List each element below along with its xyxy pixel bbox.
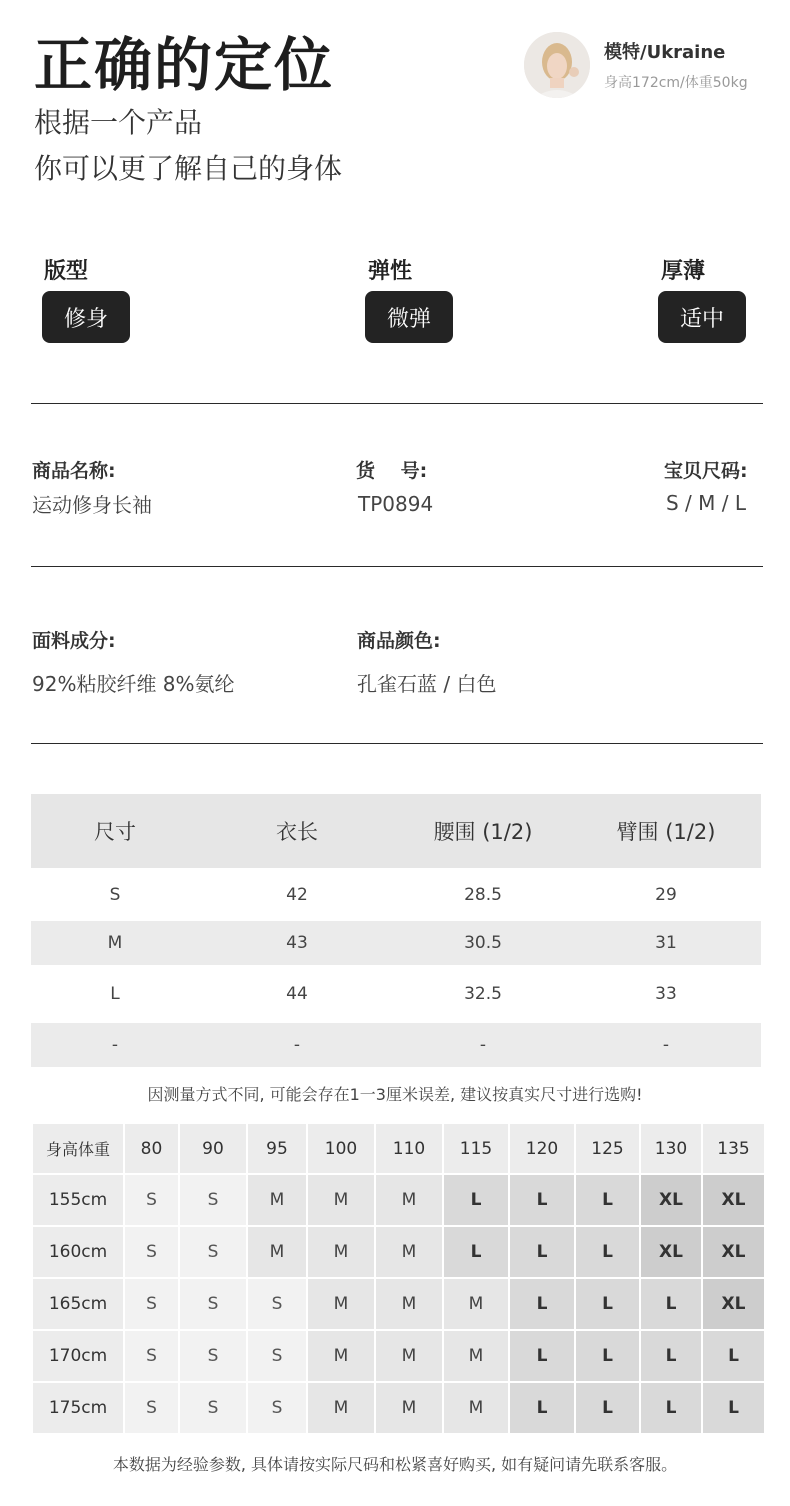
size-recommendation-cell: L [576, 1175, 639, 1225]
table-cell: 44 [199, 965, 395, 1023]
header-waist: 腰围 (1/2) [395, 794, 571, 868]
table-row [31, 1023, 761, 1067]
size-recommendation-cell: S [248, 1331, 306, 1381]
size-recommendation-cell: M [376, 1279, 442, 1329]
size-recommendation-cell: M [444, 1383, 508, 1433]
table-row [33, 1175, 764, 1225]
size-recommendation-cell: S [180, 1331, 246, 1381]
size-recommendation-cell: M [308, 1227, 374, 1277]
size-recommendation-cell: XL [703, 1227, 764, 1277]
model-portrait-icon [524, 32, 590, 98]
size-recommendation-cell: S [125, 1175, 178, 1225]
height-label: 160cm [33, 1227, 123, 1277]
footer-note: 本数据为经验参数, 具体请按实际尺码和松紧喜好购买, 如有疑问请先联系客服。 [112, 1455, 678, 1474]
table-cell: L [31, 965, 199, 1023]
sku-label: 货 号: [356, 460, 428, 482]
size-recommendation-cell: L [510, 1175, 574, 1225]
size-recommendation-cell: M [308, 1175, 374, 1225]
subtitle-line-1: 根据一个产品 [34, 106, 203, 139]
size-recommendation-cell: XL [703, 1279, 764, 1329]
fit-corner-label: 身高体重 [33, 1124, 123, 1173]
size-recommendation-cell: L [576, 1383, 639, 1433]
attr-stretch-badge: 微弹 [365, 291, 453, 343]
model-stats: 身高172cm/体重50kg [604, 75, 748, 91]
subtitle-line-2: 你可以更了解自己的身体 [34, 152, 343, 185]
table-cell: 28.5 [395, 868, 571, 921]
table-row [33, 1331, 764, 1381]
size-recommendation-cell: L [641, 1383, 701, 1433]
table-cell: M [31, 921, 199, 965]
table-cell: 43 [199, 921, 395, 965]
divider [31, 743, 763, 744]
size-recommendation-cell: S [180, 1383, 246, 1433]
size-recommendation-cell: M [376, 1383, 442, 1433]
size-recommendation-cell: S [125, 1227, 178, 1277]
size-recommendation-cell: L [510, 1279, 574, 1329]
fit-table [31, 1122, 766, 1435]
table-row [33, 1383, 764, 1433]
size-recommendation-cell: L [641, 1279, 701, 1329]
table-cell: 42 [199, 868, 395, 921]
fabric-value: 92%粘胶纤维 8%氨纶 [32, 672, 235, 696]
size-recommendation-cell: M [248, 1227, 306, 1277]
weight-header: 80 [125, 1124, 178, 1173]
weight-header: 135 [703, 1124, 764, 1173]
size-recommendation-cell: M [376, 1331, 442, 1381]
size-recommendation-cell: M [308, 1383, 374, 1433]
size-table [31, 794, 761, 1067]
size-recommendation-cell: S [125, 1331, 178, 1381]
size-recommendation-cell: M [376, 1227, 442, 1277]
weight-header: 95 [248, 1124, 306, 1173]
size-range-value: S / M / L [666, 491, 746, 515]
page-title: 正确的定位 [34, 31, 335, 99]
height-label: 155cm [33, 1175, 123, 1225]
size-recommendation-cell: S [180, 1175, 246, 1225]
product-name-label: 商品名称: [32, 460, 116, 482]
header-length: 衣长 [199, 794, 395, 868]
model-avatar [524, 32, 590, 98]
size-recommendation-cell: S [125, 1383, 178, 1433]
size-recommendation-cell: M [308, 1279, 374, 1329]
size-recommendation-cell: S [125, 1279, 178, 1329]
table-row [31, 965, 761, 1023]
size-recommendation-cell: M [376, 1175, 442, 1225]
weight-header: 120 [510, 1124, 574, 1173]
divider [31, 566, 763, 567]
size-recommendation-cell: M [308, 1331, 374, 1381]
size-recommendation-cell: L [641, 1331, 701, 1381]
size-recommendation-cell: S [248, 1383, 306, 1433]
size-recommendation-cell: XL [641, 1175, 701, 1225]
table-cell: 33 [571, 965, 761, 1023]
size-range-label: 宝贝尺码: [664, 460, 748, 482]
size-recommendation-cell: L [510, 1227, 574, 1277]
size-table-header [31, 794, 761, 868]
product-name-value: 运动修身长袖 [32, 493, 152, 517]
height-label: 170cm [33, 1331, 123, 1381]
table-row [31, 868, 761, 921]
attr-fit-label: 版型 [44, 259, 89, 284]
table-cell: 30.5 [395, 921, 571, 965]
size-recommendation-cell: L [576, 1331, 639, 1381]
table-row [31, 921, 761, 965]
fabric-label: 面料成分: [32, 630, 116, 652]
height-label: 165cm [33, 1279, 123, 1329]
size-recommendation-cell: L [703, 1383, 764, 1433]
model-name: 模特/Ukraine [604, 42, 726, 63]
size-recommendation-cell: L [510, 1331, 574, 1381]
table-cell: - [199, 1023, 395, 1067]
color-label: 商品颜色: [357, 630, 441, 652]
header-size: 尺寸 [31, 794, 199, 868]
weight-header: 130 [641, 1124, 701, 1173]
sku-value: TP0894 [358, 492, 434, 516]
table-row [33, 1227, 764, 1277]
size-recommendation-cell: L [703, 1331, 764, 1381]
table-cell: - [571, 1023, 761, 1067]
size-recommendation-cell: L [576, 1279, 639, 1329]
weight-header: 110 [376, 1124, 442, 1173]
height-label: 175cm [33, 1383, 123, 1433]
color-value: 孔雀石蓝 / 白色 [357, 672, 497, 696]
table-cell: S [31, 868, 199, 921]
attr-thickness-label: 厚薄 [661, 259, 706, 284]
table-cell: - [31, 1023, 199, 1067]
size-recommendation-cell: L [576, 1227, 639, 1277]
size-recommendation-cell: S [248, 1279, 306, 1329]
size-recommendation-cell: XL [703, 1175, 764, 1225]
size-recommendation-cell: M [248, 1175, 306, 1225]
divider [31, 403, 763, 404]
table-cell: 31 [571, 921, 761, 965]
size-recommendation-cell: S [180, 1279, 246, 1329]
size-recommendation-cell: L [444, 1175, 508, 1225]
table-cell: - [395, 1023, 571, 1067]
measurement-note: 因测量方式不同, 可能会存在1一3厘米误差, 建议按真实尺寸进行选购! [147, 1085, 643, 1104]
weight-header: 100 [308, 1124, 374, 1173]
table-cell: 29 [571, 868, 761, 921]
fit-table-header [33, 1124, 764, 1173]
size-recommendation-cell: L [510, 1383, 574, 1433]
attr-thickness-badge: 适中 [658, 291, 746, 343]
table-cell: 32.5 [395, 965, 571, 1023]
attr-fit-badge: 修身 [42, 291, 130, 343]
weight-header: 115 [444, 1124, 508, 1173]
table-row [33, 1279, 764, 1329]
attr-stretch-label: 弹性 [368, 259, 413, 284]
weight-header: 125 [576, 1124, 639, 1173]
weight-header: 90 [180, 1124, 246, 1173]
size-recommendation-cell: L [444, 1227, 508, 1277]
size-recommendation-cell: S [180, 1227, 246, 1277]
size-recommendation-cell: M [444, 1279, 508, 1329]
size-recommendation-cell: M [444, 1331, 508, 1381]
header-arm: 臂围 (1/2) [571, 794, 761, 868]
size-recommendation-cell: XL [641, 1227, 701, 1277]
